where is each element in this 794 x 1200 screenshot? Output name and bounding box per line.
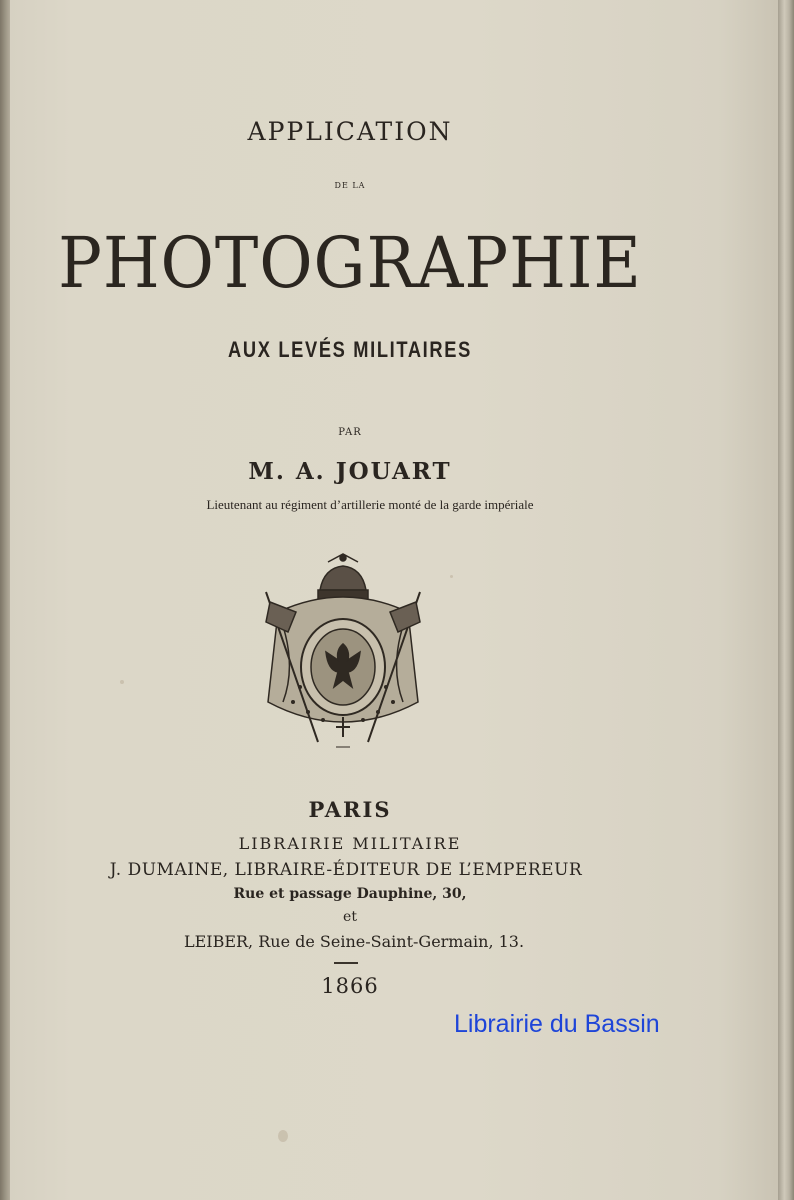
title-main: PHOTOGRAPHIE — [58, 222, 642, 304]
publisher-city: PARIS — [308, 797, 392, 822]
page-right-edge — [778, 0, 794, 1200]
publisher-et: et — [343, 909, 357, 925]
publisher-editor: J. DUMAINE, LIBRAIRE-ÉDITEUR DE L’EMPEREUR — [109, 860, 583, 880]
paper-speck — [120, 680, 124, 684]
title-line-de-la: DE LA — [334, 181, 366, 190]
publication-year: 1866 — [321, 974, 379, 998]
author-par: PAR — [338, 427, 362, 438]
title-subtitle: AUX LEVÉS MILITAIRES — [228, 337, 472, 362]
paper-speck — [450, 575, 453, 578]
watermark: Librairie du Bassin — [454, 1010, 660, 1038]
publisher-second-address: LEIBER, Rue de Seine-Saint-Germain, 13. — [183, 932, 525, 951]
author-name: M. A. JOUART — [248, 458, 452, 485]
author-role: Lieutenant au régiment d’artillerie monté de la garde impériale — [206, 497, 534, 512]
divider — [334, 962, 358, 964]
title-page — [10, 0, 780, 1200]
paper-stain — [278, 1130, 288, 1142]
title-line-application: APPLICATION — [247, 117, 453, 146]
publisher-address: Rue et passage Dauphine, 30, — [233, 886, 467, 902]
publisher-house: LIBRAIRIE MILITAIRE — [238, 834, 462, 853]
imperial-coat-of-arms-icon — [258, 552, 428, 762]
